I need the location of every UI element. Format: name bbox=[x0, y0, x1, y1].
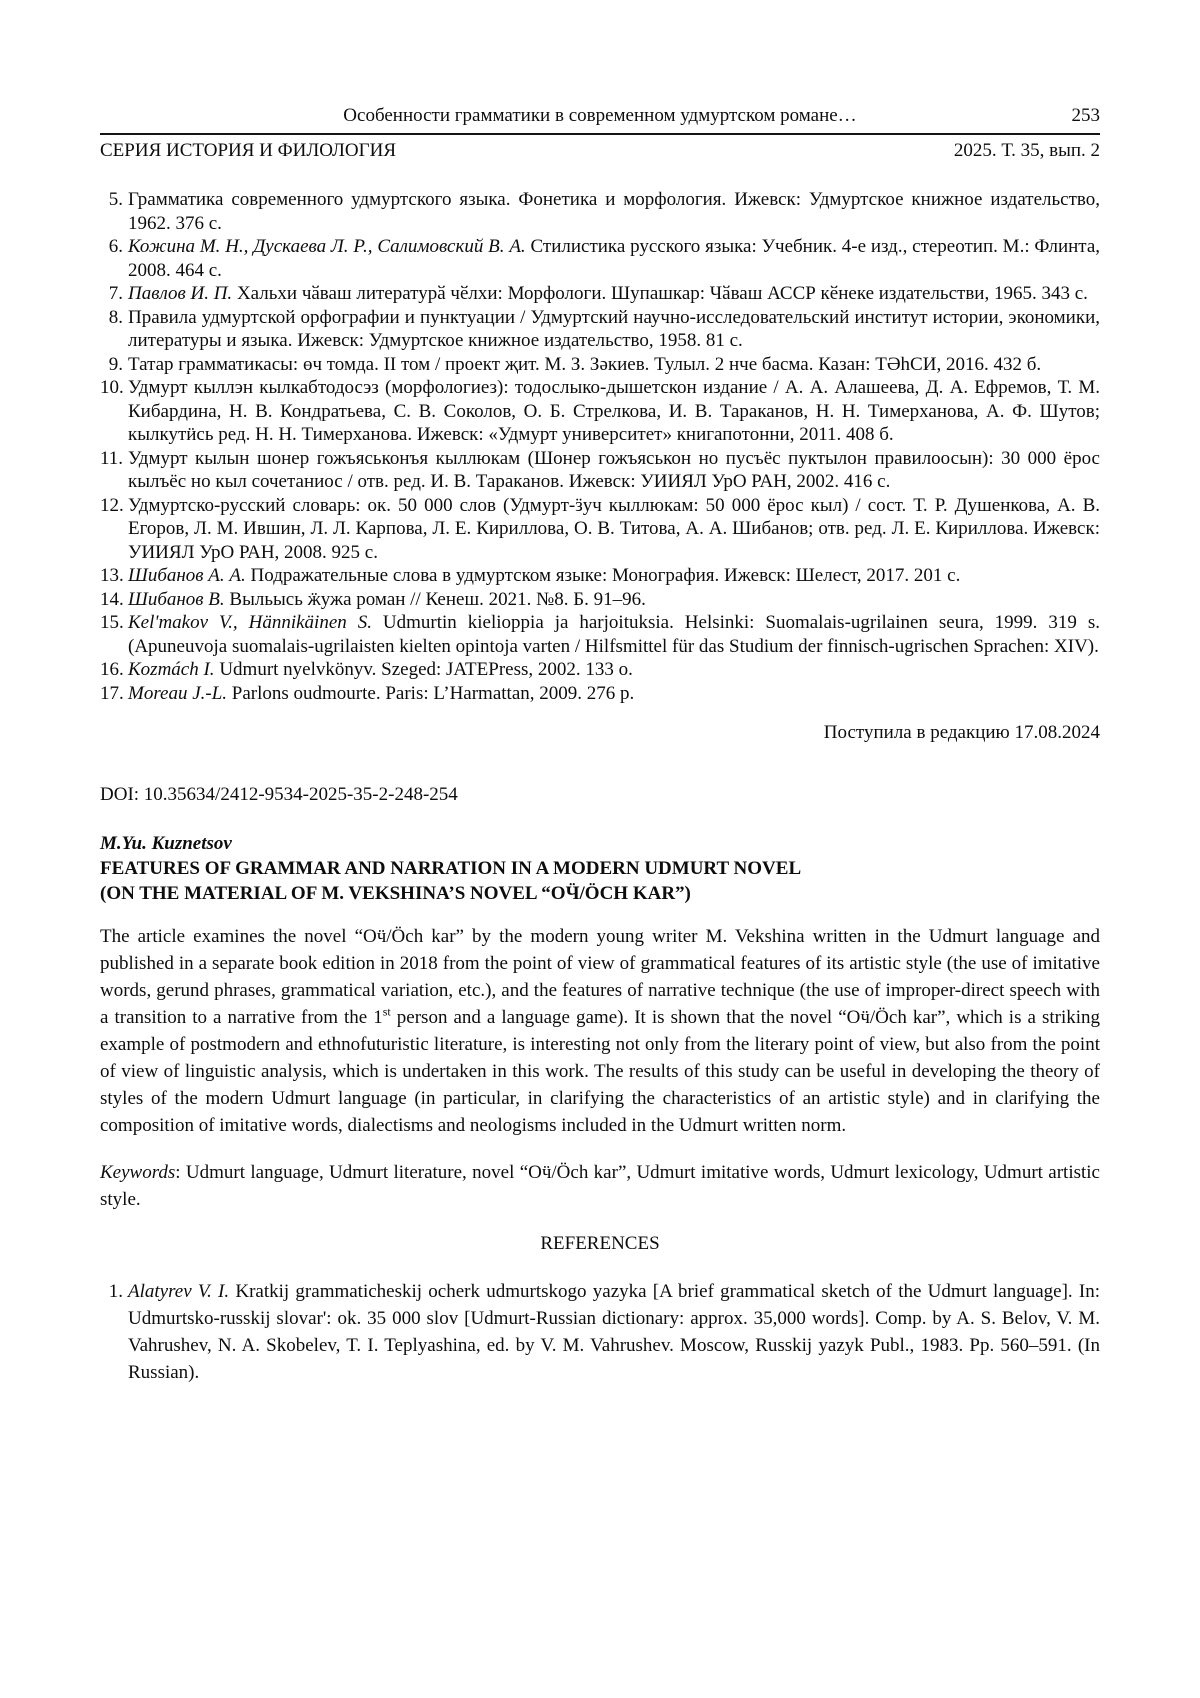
series-label: СЕРИЯ ИСТОРИЯ И ФИЛОЛОГИЯ bbox=[100, 140, 397, 161]
bibliography-entry bbox=[100, 376, 1100, 447]
running-head-top-row bbox=[100, 104, 1100, 135]
entry-text: Татар грамматикасы: өч томда. II том / проект җит. М. З. Зәкиев. Тулыл. 2 нче басма. Казан: ТӘһСИ, 2016. 432 б. bbox=[128, 353, 1042, 375]
english-title-line-2: (ON THE MATERIAL OF M. VEKSHINA’S NOVEL “ОӴ/ÖCH KAR”) bbox=[100, 882, 691, 904]
entry-number: 16. bbox=[100, 659, 124, 680]
entry-text: Стилистика русского языка: Учебник. 4-е изд., стереотип. М.: Флинта, 2008. 464 с. bbox=[128, 236, 1100, 281]
bibliography-entry bbox=[100, 611, 1100, 658]
entry-authors: Kozmách I. bbox=[128, 659, 220, 680]
entry-number: 11. bbox=[100, 447, 124, 469]
bibliography-entry bbox=[100, 658, 1100, 682]
bibliography-entry bbox=[100, 588, 1100, 612]
entry-number: 8. bbox=[108, 306, 123, 328]
running-title: Особенности грамматики в современном удмуртском романе… bbox=[343, 105, 857, 126]
entry-authors: Шибанов В. bbox=[128, 588, 230, 610]
running-head bbox=[100, 104, 1100, 163]
bibliography-entry bbox=[100, 235, 1100, 282]
keywords-text: : Udmurt language, Udmurt literature, novel “Оӵ/Öch kar”, Udmurt imitative words, Udmurt lexicology, Udmurt artistic style. bbox=[100, 1161, 1100, 1210]
references-english bbox=[100, 1278, 1100, 1386]
reference-entry bbox=[100, 1278, 1100, 1386]
entry-text: Удмурт кылын шонер гожъяськонъя кыллюкам (Шонер гожъяськон но пусъёс пуктылон правилоосын): 30 000 ёрос кылъёс но кыл сочетаниос / отв. ред. И. В. Тараканов. Ижевск: УИИЯЛ УрО РАН, 2002. 416 с. bbox=[128, 447, 1100, 492]
keywords-paragraph bbox=[100, 1159, 1100, 1213]
page-number: 253 bbox=[1071, 105, 1100, 126]
entry-authors: Шибанов А. А. bbox=[128, 565, 251, 586]
bibliography-entry bbox=[100, 282, 1100, 306]
keywords-label: Keywords bbox=[100, 1161, 176, 1183]
doi-line: DOI: 10.35634/2412-9534-2025-35-2-248-254 bbox=[100, 783, 458, 805]
entry-number: 12. bbox=[100, 494, 124, 516]
entry-text: Kratkij grammaticheskij ocherk udmurtskogo yazyka [A brief grammatical sketch of the Udmurt language]. In: Udmurtsko-russkij slovar': ok. 35 000 slov [Udmurt-Russian dictionary: approx. 35,000 words]. Comp. by A. S. Belov, V. M. Vahrushev, N. A. Skobelev, T. I. Teplyashina, ed. by V. M. Vahrushev. Moscow, Russkij yazyk Publ., 1983. Pp. 560–591. (In Russian). bbox=[128, 1280, 1101, 1383]
entry-text: Udmurtin kielioppia ja harjoituksia. Helsinki: Suomalais-ugrilainen seura, 1999. 319 s. (Apuneuvoja suomalais-ugrilaisten kielten opintoja varten / Hilfsmittel für das Studium der finnisch-ugrischen Sprachen: XIV). bbox=[128, 612, 1100, 657]
entry-number: 13. bbox=[100, 565, 124, 586]
received-date-line: Поступила в редакцию 17.08.2024 bbox=[823, 722, 1100, 743]
abstract-paragraph bbox=[100, 923, 1100, 1139]
bibliography-entry bbox=[100, 188, 1100, 235]
entry-number: 7. bbox=[108, 283, 123, 304]
running-head-bottom-row bbox=[100, 135, 1100, 163]
entry-text: Удмуртско-русский словарь: ок. 50 000 слов (Удмурт-ӟуч кыллюкам: 50 000 ёрос кыл) / сост. Т. Р. Душенкова, А. В. Егоров, Л. М. Ившин, Л. Л. Карпова, Л. Е. Кириллова, О. В. Титова, А. А. Шибанов; отв. ред. Л. Е. Кириллова. Ижевск: УИИЯЛ УрО РАН, 2008. 925 с. bbox=[128, 494, 1100, 563]
journal-page bbox=[100, 0, 1100, 1386]
english-heading-block bbox=[100, 831, 1100, 906]
english-author-name: M.Yu. Kuznetsov bbox=[100, 832, 232, 854]
entry-authors: Moreau J.-L. bbox=[128, 682, 232, 704]
volume-issue-label: 2025. Т. 35, вып. 2 bbox=[953, 140, 1100, 161]
references-heading: REFERENCES bbox=[540, 1232, 660, 1254]
entry-text: Хальхи чӑваш литературӑ чӗлхи: Морфологи. Шупашкар: Чӑваш АССР кӗнеке издательстви, 1965. 343 с. bbox=[236, 283, 1088, 304]
entry-authors: Kel'makov V., Hännikäinen S. bbox=[128, 612, 383, 633]
entry-text: Грамматика современного удмуртского языка. Фонетика и морфология. Ижевск: Удмуртское книжное издательство, 1962. 376 с. bbox=[128, 189, 1100, 234]
bibliography-entry bbox=[100, 447, 1100, 494]
entry-text: Удмурт кыллэн кылкабтодосэз (морфологиез): тодослыко-дышетскон издание / А. А. Алашеева, Д. А. Ефремов, Т. М. Кибардина, Н. В. Кондратьева, С. В. Соколов, О. Б. Стрелкова, И. В. Тараканов, Н. Н. Тимерханова, А. Ф. Шутов; кылкутӥсь ред. Н. Н. Тимерханова. Ижевск: «Удмурт университет» книгапотонни, 2011. 408 б. bbox=[128, 377, 1100, 445]
entry-number: 5. bbox=[108, 189, 123, 210]
entry-text: Подражательные слова в удмуртском языке: Монография. Ижевск: Шелест, 2017. 201 с. bbox=[250, 565, 961, 586]
entry-authors: Кожина М. Н., Дускаева Л. Р., Салимовский В. А. bbox=[128, 236, 531, 257]
bibliography-entry bbox=[100, 494, 1100, 565]
bibliography-entry bbox=[100, 682, 1100, 706]
abstract-superscript: st bbox=[382, 1004, 391, 1019]
entry-number: 6. bbox=[108, 236, 123, 257]
entry-text: Udmurt nyelvkönyv. Szeged: JATEPress, 2002. 133 o. bbox=[219, 659, 633, 680]
bibliography-russian bbox=[100, 188, 1100, 705]
entry-number: 17. bbox=[100, 682, 124, 704]
bibliography-entry bbox=[100, 353, 1100, 377]
entry-text: Правила удмуртской орфографии и пунктуации / Удмуртский научно-исследовательский институт истории, экономики, литературы и языка. Ижевск: Удмуртское книжное издательство, 1958. 81 с. bbox=[128, 306, 1100, 351]
entry-number: 15. bbox=[100, 612, 124, 633]
entry-number: 10. bbox=[100, 377, 124, 398]
entry-number: 1. bbox=[108, 1280, 123, 1302]
entry-text: Выльысь ӝужа роман // Кенеш. 2021. №8. Б. 91–96. bbox=[229, 588, 646, 610]
entry-text: Parlons oudmourte. Paris: L’Harmattan, 2009. 276 p. bbox=[231, 682, 635, 704]
entry-authors: Павлов И. П. bbox=[128, 283, 237, 304]
abstract-text-part1: The article examines the novel “Оӵ/Öch kar” by the modern young writer M. Vekshina written in the Udmurt language and published in a separate book edition in 2018 from the point of view of grammatical features of its artistic style (the use of imitative words, gerund phrases, grammatical variation, etc.), and the features of narrative technique (the use of improper-direct speech with a transition to a narrative from the 1 bbox=[100, 925, 1100, 1028]
english-title-line-1: FEATURES OF GRAMMAR AND NARRATION IN A MODERN UDMURT NOVEL bbox=[100, 857, 802, 879]
entry-number: 14. bbox=[100, 588, 124, 610]
entry-number: 9. bbox=[108, 353, 123, 375]
bibliography-entry bbox=[100, 306, 1100, 353]
entry-authors: Alatyrev V. I. bbox=[128, 1280, 236, 1302]
abstract-text-part2: person and a language game). It is shown that the novel “Оӵ/Öch kar”, which is a striking example of postmodern and ethnofuturistic literature, is interesting not only from the literary point of view, but also from the point of view of linguistic analysis, which is undertaken in this work. The results of this study can be useful in developing the theory of styles of the modern Udmurt language (in particular, in clarifying the characteristics of an artistic style) and in clarifying the composition of imitative words, dialectisms and neologisms included in the Udmurt written norm. bbox=[100, 1006, 1100, 1136]
bibliography-entry bbox=[100, 564, 1100, 588]
